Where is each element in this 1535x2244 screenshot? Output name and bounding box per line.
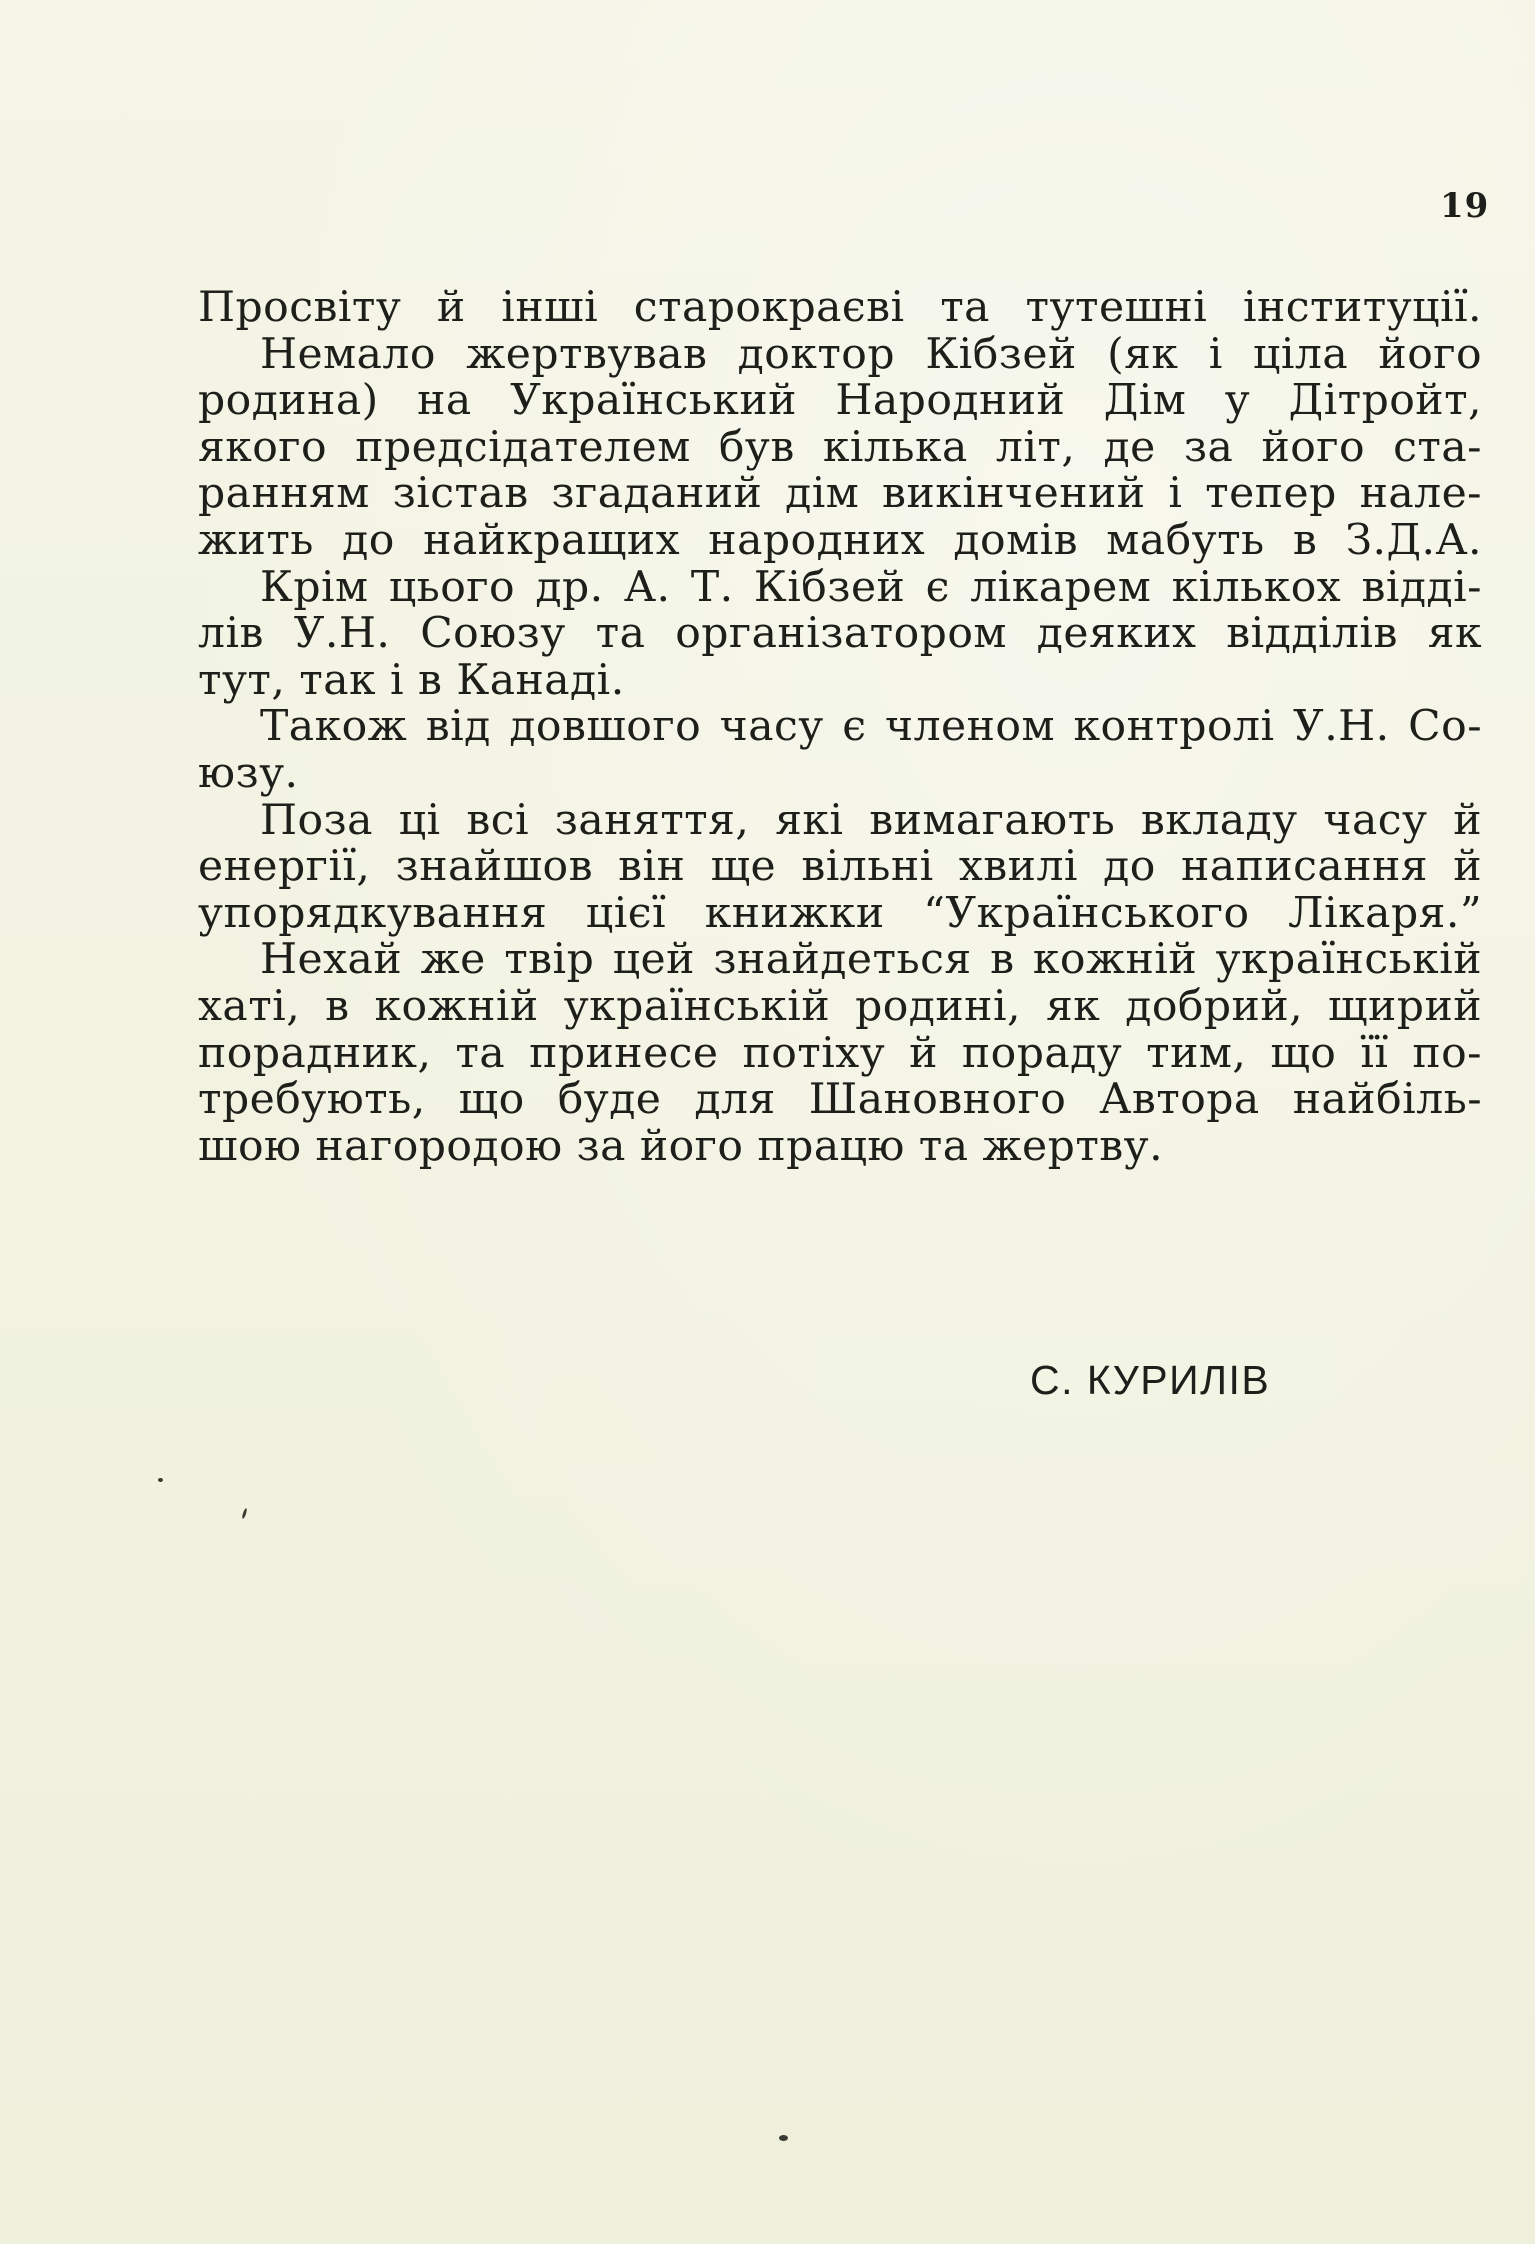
text-line: Крім цього др. А. Т. Кібзей є лікарем кількох відді- bbox=[260, 562, 1482, 612]
print-speck bbox=[241, 1508, 247, 1519]
text-line: юзу. bbox=[198, 748, 299, 798]
text-line: якого предсідателем був кілька літ, де за його ста- bbox=[198, 422, 1482, 472]
text-line: жить до найкращих народних домів мабуть в З.Д.А. bbox=[198, 515, 1482, 565]
text-line: упорядкування цієї книжки “Українського Лікаря.” bbox=[198, 888, 1482, 938]
print-speck bbox=[779, 2135, 788, 2141]
text-line: Просвіту й інші старокраєві та тутешні інституції. bbox=[198, 283, 1482, 332]
text-line: Нехай же твір цей знайдеться в кожній українській bbox=[260, 935, 1482, 985]
text-line: требують, що буде для Шановного Автора найбіль- bbox=[198, 1075, 1482, 1125]
text-line: лів У.Н. Союзу та організатором деяких відділів як bbox=[198, 609, 1482, 659]
signature: С. КУРИЛІВ bbox=[1030, 1357, 1271, 1403]
text-line: тут, так і в Канаді. bbox=[198, 655, 625, 705]
text-line: Також від довшого часу є членом контролі У.Н. Со- bbox=[260, 702, 1482, 752]
page-number: 19 bbox=[1440, 186, 1490, 226]
text-line: шою нагородою за його працю та жертву. bbox=[198, 1121, 1164, 1171]
text-line: хаті, в кожній українській родині, як добрий, щирий bbox=[198, 981, 1482, 1031]
text-line: ранням зістав згаданий дім викінчений і тепер нале- bbox=[198, 469, 1482, 519]
text-line: порадник, та принесе потіху й пораду тим, що її по- bbox=[198, 1028, 1482, 1078]
print-speck bbox=[158, 1478, 163, 1482]
text-line: Немало жертвував доктор Кібзей (як і ціла його bbox=[260, 329, 1482, 379]
body-text bbox=[198, 285, 1482, 1170]
text-line: енергії, знайшов він ще вільні хвилі до написання й bbox=[198, 842, 1482, 892]
text-line: родина) на Український Народний Дім у Дітройт, bbox=[198, 376, 1482, 426]
text-line: Поза ці всі заняття, які вимагають вкладу часу й bbox=[260, 795, 1482, 845]
